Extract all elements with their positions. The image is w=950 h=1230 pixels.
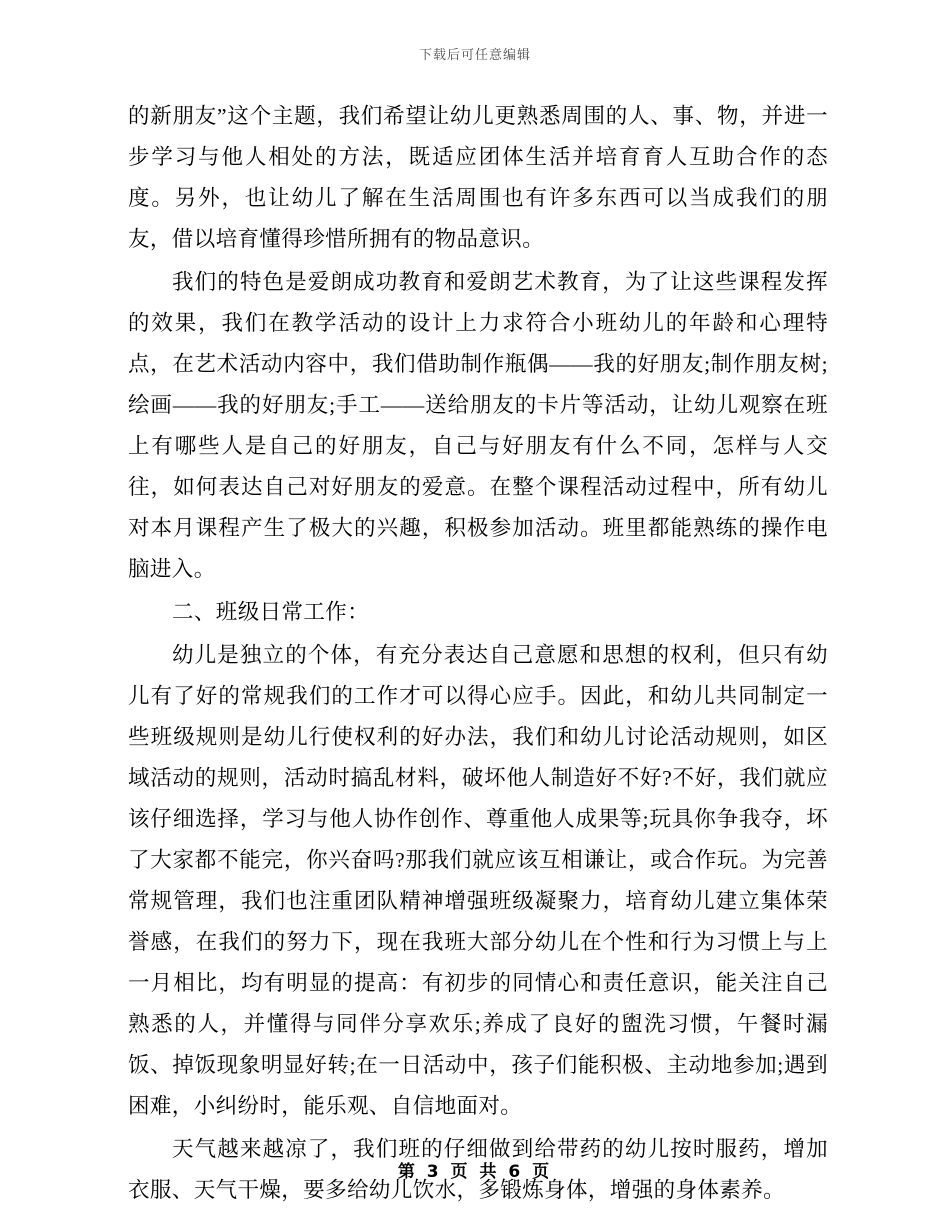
paragraph: 我们的特色是爱朗成功教育和爱朗艺术教育，为了让这些课程发挥的效果，我们在教学活动的设计上力求符合小班幼儿的年龄和心理特点，在艺术活动内容中，我们借助制作瓶偶——我的好朋友;制作朋友树;绘画——我的好朋友;手工——送给朋友的卡片等活动，让幼儿观察在班上有哪些人是自己的好朋友，自己与好朋友有什么不同，怎样与人交往，如何表达自己对好朋友的爱意。在整个课程活动过程中，所有幼儿对本月课程产生了极大的兴趣，积极参加活动。班里都能熟练的操作电脑进入。 <box>128 270 828 581</box>
section-heading: 二、班级日常工作： <box>172 600 370 624</box>
paragraph: 的新朋友”这个主题，我们希望让幼儿更熟悉周围的人、事、物，并进一步学习与他人相处的方法，既适应团体生活并培育育人互助合作的态度。另外，也让幼儿了解在生活周围也有许多东西可以当成我们的朋友，借以培育懂得珍惜所拥有的物品意识。 <box>128 104 828 251</box>
header-watermark-note: 下载后可任意编辑 <box>418 48 531 63</box>
paragraph: 天气越来越凉了，我们班的仔细做到给带药的幼儿按时服药，增加衣服、天气干燥，要多给幼儿饮水，多锻炼身体，增强的身体素养。 <box>128 1137 828 1202</box>
paragraph: 幼儿是独立的个体，有充分表达自己意愿和思想的权利，但只有幼儿有了好的常规我们的工作才可以得心应手。因此，和幼儿共同制定一些班级规则是幼儿行使权利的好办法，我们和幼儿讨论活动规则，如区域活动的规则，活动时搞乱材料，破坏他人制造好不好?不好，我们就应该仔细选择，学习与他人协作创作、尊重他人成果等;玩具你争我夺，坏了大家都不能完，你兴奋吗?那我们就应该互相谦让，或合作玩。为完善常规管理，我们也注重团队精神增强班级凝聚力，培育幼儿建立集体荣誉感，在我们的努力下，现在我班大部分幼儿在个性和行为习惯上与上一月相比，均有明显的提高：有初步的同情心和责任意识，能关注自己熟悉的人，并懂得与同伴分享欢乐;养成了良好的盥洗习惯，午餐时漏饭、掉饭现象明显好转;在一日活动中，孩子们能积极、主动地参加;遇到困难，小纠纷时，能乐观、自信地面对。 <box>128 643 828 1118</box>
page-footer: 第 3 页 共 6 页 <box>397 1162 553 1182</box>
document-body <box>128 96 828 1213</box>
